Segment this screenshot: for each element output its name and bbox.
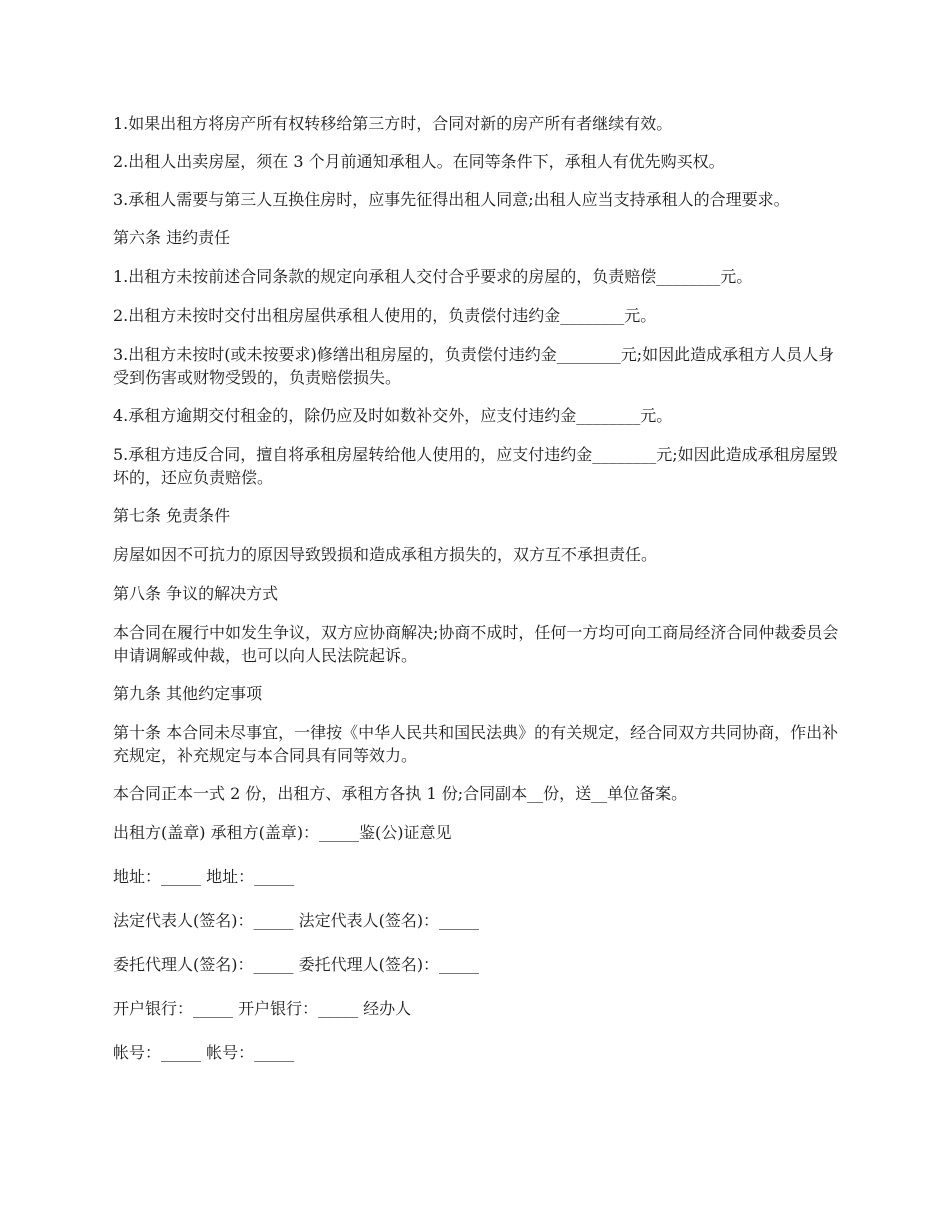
- clause-liability-3: 3.出租方未按时(或未按要求)修缮出租房屋的，负责偿付违约金________元;如因此造成承租方人员人身受到伤害或财物受毁的，负责赔偿损失。: [113, 345, 835, 387]
- section-heading-other-terms: 第九条 其他约定事项: [113, 684, 263, 703]
- clause-housing-exchange: 3.承租人需要与第三人互换住房时，应事先征得出租人同意;出租人应当支持承租人的合理要求。: [113, 190, 790, 209]
- clause-liability-4: 4.承租方逾期交付租金的，除仍应及时如数补交外，应支付违约金________元。: [113, 406, 673, 425]
- signature-line-legal-rep: 法定代表人(签名)：_____ 法定代表人(签名)：_____: [113, 911, 480, 930]
- section-heading-exemption: 第七条 免责条件: [113, 506, 231, 525]
- signature-line-account: 帐号：_____ 帐号：_____: [113, 1043, 295, 1062]
- signature-line-seals: 出租方(盖章) 承租方(盖章)：_____鉴(公)证意见: [113, 823, 452, 842]
- section-heading-dispute: 第八条 争议的解决方式: [113, 584, 279, 603]
- section-heading-liability: 第六条 违约责任: [113, 228, 231, 247]
- clause-transfer-ownership: 1.如果出租方将房产所有权转移给第三方时，合同对新的房产所有者继续有效。: [113, 114, 673, 133]
- clause-copies: 本合同正本一式 2 份，出租方、承租方各执 1 份;合同副本__份，送__单位备案。: [113, 784, 688, 803]
- clause-sale-notice: 2.出租人出卖房屋，须在 3 个月前通知承租人。在同等条件下，承租人有优先购买权。: [113, 152, 725, 171]
- clause-force-majeure: 房屋如因不可抗力的原因导致毁损和造成承租方损失的，双方互不承担责任。: [113, 545, 658, 564]
- signature-line-address: 地址：_____ 地址：_____: [113, 867, 295, 886]
- clause-liability-2: 2.出租方未按时交付出租房屋供承租人使用的，负责偿付违约金________元。: [113, 306, 657, 325]
- clause-liability-5: 5.承租方违反合同，擅自将承租房屋转给他人使用的，应支付违约金________元;如因此造成承租房屋毁坏的，还应负责赔偿。: [113, 445, 838, 487]
- document-body: [113, 112, 843, 1085]
- clause-dispute-resolution: 本合同在履行中如发生争议，双方应协商解决;协商不成时，任何一方均可向工商局经济合同仲裁委员会申请调解或仲裁，也可以向人民法院起诉。: [113, 623, 839, 665]
- signature-line-bank: 开户银行：_____ 开户银行：_____ 经办人: [113, 999, 412, 1018]
- clause-liability-1: 1.出租方未按前述合同条款的规定向承租人交付合乎要求的房屋的，负责赔偿________元。: [113, 267, 753, 286]
- clause-article-ten: 第十条 本合同未尽事宜，一律按《中华人民共和国民法典》的有关规定，经合同双方共同协商，作出补充规定，补充规定与本合同具有同等效力。: [113, 723, 839, 765]
- signature-line-agent: 委托代理人(签名)：_____ 委托代理人(签名)：_____: [113, 955, 480, 974]
